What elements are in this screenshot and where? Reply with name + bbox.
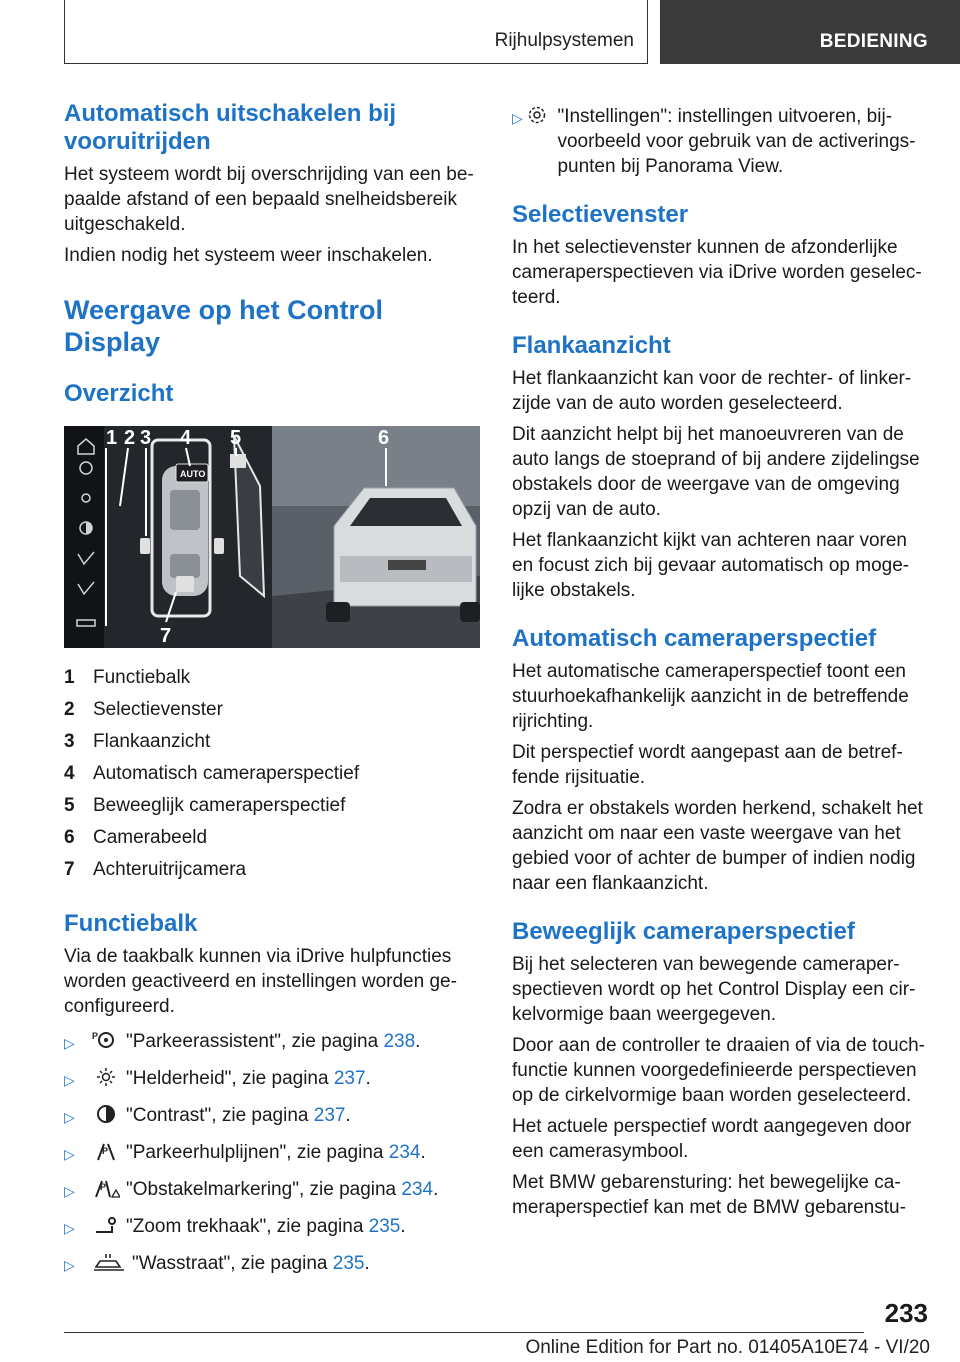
bullet-triangle-icon: ▷ <box>512 110 523 126</box>
bullet-triangle-icon: ▷ <box>64 1257 75 1273</box>
bullet-text: "Parkeerhulplijnen", zie pagina <box>126 1142 389 1163</box>
page-link[interactable]: 237 <box>313 1105 346 1126</box>
legend-item <box>64 790 480 822</box>
page-link[interactable]: 234 <box>401 1179 434 1200</box>
list-item <box>64 1029 480 1056</box>
contrast-icon <box>92 1103 120 1125</box>
para-flank-3: Het flankaanzicht kijkt van achteren naar voren en focust zich bij gevaar automatisch op mogelijke obstakels. <box>512 530 910 601</box>
page-link[interactable]: 238 <box>383 1031 416 1052</box>
heading-overview: Overzicht <box>64 380 174 407</box>
bullet-end: . <box>420 1142 426 1163</box>
bullet-text: "Zoom trekhaak", zie pagina <box>126 1216 369 1237</box>
heading-flankaanzicht: Flankaanzicht <box>512 332 671 359</box>
list-item <box>64 1066 480 1093</box>
bullet-triangle-icon: ▷ <box>64 1146 75 1162</box>
para-auto-off-2: Indien nodig het systeem weer inschakelen. <box>64 245 433 266</box>
para-auto-persp-3: Zodra er obstakels worden herkend, schakelt het aanzicht om naar een vaste weergave van het gebied voor of achter de bumper of indien nodig naar een flankaanzicht. <box>512 798 923 894</box>
footer-divider <box>64 1332 864 1333</box>
list-item <box>512 104 928 179</box>
heading-control-display: Weergave op het Control Display <box>64 295 384 357</box>
legend-label: Achteruitrijcamera <box>93 859 247 880</box>
figure-label-7: 7 <box>160 625 172 647</box>
gear-icon <box>523 104 551 126</box>
legend-number: 6 <box>64 827 75 848</box>
list-item <box>64 1251 480 1278</box>
bullet-end: . <box>365 1068 371 1089</box>
legend-item <box>64 822 480 854</box>
bullet-end: . <box>400 1216 406 1237</box>
figure-label-5: 5 <box>230 427 242 449</box>
para-flank-2: Dit aanzicht helpt bij het manoeuvreren van de auto langs de stoeprand of bij andere zijdelingse obstakels door de weergave van de omgeving opzij van de auto. <box>512 424 920 520</box>
para-beweeg-3: Het actuele perspectief wordt aangegeven door een camerasymbool. <box>512 1116 912 1162</box>
para-auto-persp-1: Het automatische cameraperspectief toont een stuurhoekafhankelijk aanzicht in de betreffende rijrichting. <box>512 661 909 732</box>
legend-label: Flankaanzicht <box>93 731 211 752</box>
list-item <box>64 1103 480 1130</box>
right-column <box>512 100 928 1220</box>
heading-selectievenster: Selectievenster <box>512 201 689 228</box>
bullet-triangle-icon: ▷ <box>64 1183 75 1199</box>
brightness-icon <box>92 1066 120 1088</box>
heading-functiebalk: Functiebalk <box>64 910 198 937</box>
figure-label-1: 1 <box>106 427 118 449</box>
para-selectievenster: In het selectievenster kunnen de afzonderlijke cameraperspectieven via iDrive worden geselecteerd. <box>512 237 922 308</box>
legend-item <box>64 726 480 758</box>
legend-number: 5 <box>64 795 75 816</box>
heading-moving-perspective: Beweeglijk cameraperspectief <box>512 918 855 945</box>
para-flank-1: Het flankaanzicht kan voor de rechter- of linkerzijde van de auto worden geselecteerd. <box>512 368 912 414</box>
heading-auto-off: Automatisch uitschakelen bij vooruitrijden <box>64 100 397 155</box>
legend-item <box>64 662 480 694</box>
svg-text:P: P <box>92 1031 99 1041</box>
para-functiebalk: Via de taakbalk kunnen via iDrive hulpfuncties worden geactiveerd en instellingen worden geconfigureerd. <box>64 946 457 1017</box>
footer-edition: Online Edition for Part no. 01405A10E74 - VI/20 <box>525 1337 930 1358</box>
legend-number: 4 <box>64 763 75 784</box>
header-section-title: Rijhulpsystemen <box>494 30 634 51</box>
legend-number: 2 <box>64 699 75 720</box>
parking-assist-icon <box>92 1029 120 1051</box>
bullet-end: . <box>364 1253 370 1274</box>
legend-item <box>64 694 480 726</box>
list-item <box>64 1177 480 1204</box>
car-wash-icon <box>92 1251 126 1273</box>
legend-item <box>64 758 480 790</box>
bullet-text: "Parkeerassistent", zie pagina <box>126 1031 384 1052</box>
bullet-text: "Wasstraat", zie pagina <box>132 1253 333 1274</box>
bullet-triangle-icon: ▷ <box>64 1220 75 1236</box>
figure-label-3: 3 <box>140 427 152 449</box>
settings-list <box>512 104 928 179</box>
list-item <box>64 1140 480 1167</box>
figure-legend <box>64 662 480 886</box>
legend-label: Camerabeeld <box>93 827 208 848</box>
settings-text: "Instellingen": instellingen uitvoeren, bijvoorbeeld voor gebruik van de activeringspunten bij Panorama View. <box>557 106 916 177</box>
figure-label-4: 4 <box>180 427 192 449</box>
control-display-illustration <box>64 426 480 648</box>
control-display-figure <box>64 426 480 648</box>
para-beweeg-4: Met BMW gebarensturing: het bewegelijke cameraperspectief kan met de BMW gebarenstu- <box>512 1172 906 1218</box>
bullet-end: . <box>345 1105 351 1126</box>
para-beweeg-1: Bij het selecteren van bewegende cameraperspectieven wordt op het Control Display een cirkelvormige baan weergegeven. <box>512 954 916 1025</box>
bullet-text: "Obstakelmarkering", zie pagina <box>126 1179 402 1200</box>
page-link[interactable]: 235 <box>368 1216 401 1237</box>
page-link[interactable]: 235 <box>332 1253 365 1274</box>
parking-lines-icon <box>92 1140 120 1162</box>
legend-label: Beweeglijk cameraperspectief <box>93 795 346 816</box>
legend-number: 7 <box>64 859 75 880</box>
left-column <box>64 100 480 1278</box>
svg-text:AUTO: AUTO <box>180 469 206 479</box>
para-beweeg-2: Door aan de controller te draaien of via de touchfunctie kunnen voorgedefinieerde perspectieven op de cirkelvormige baan worden geselecteerd. <box>512 1035 925 1106</box>
tow-hitch-icon <box>92 1214 120 1236</box>
legend-label: Automatisch cameraperspectief <box>93 763 360 784</box>
figure-label-2: 2 <box>124 427 136 449</box>
bullet-text: "Helderheid", zie pagina <box>126 1068 334 1089</box>
page-link[interactable]: 234 <box>388 1142 421 1163</box>
list-item <box>64 1214 480 1241</box>
legend-label: Functiebalk <box>93 667 191 688</box>
bullet-end: . <box>415 1031 421 1052</box>
figure-label-6: 6 <box>378 427 390 449</box>
legend-label: Selectievenster <box>93 699 223 720</box>
legend-item <box>64 854 480 886</box>
bullet-triangle-icon: ▷ <box>64 1072 75 1088</box>
para-auto-persp-2: Dit perspectief wordt aangepast aan de betreffende rijsituatie. <box>512 742 903 788</box>
legend-number: 1 <box>64 667 75 688</box>
page-link[interactable]: 237 <box>333 1068 366 1089</box>
legend-number: 3 <box>64 731 75 752</box>
svg-text:P: P <box>100 1182 107 1192</box>
bullet-triangle-icon: ▷ <box>64 1035 75 1051</box>
obstacle-marking-icon <box>92 1177 120 1199</box>
page-number: 233 <box>884 1298 928 1328</box>
para-auto-off-1: Het systeem wordt bij overschrijding van een bepaalde afstand of een bepaald snelheidsbereik uitgeschakeld. <box>64 164 474 235</box>
bullet-triangle-icon: ▷ <box>64 1109 75 1125</box>
svg-text:P: P <box>102 1146 109 1156</box>
bullet-end: . <box>433 1179 439 1200</box>
heading-auto-perspective: Automatisch cameraperspectief <box>512 625 877 652</box>
header-chapter-tab: BEDIENING <box>660 0 960 64</box>
bullet-text: "Contrast", zie pagina <box>126 1105 314 1126</box>
functiebalk-list <box>64 1029 480 1278</box>
